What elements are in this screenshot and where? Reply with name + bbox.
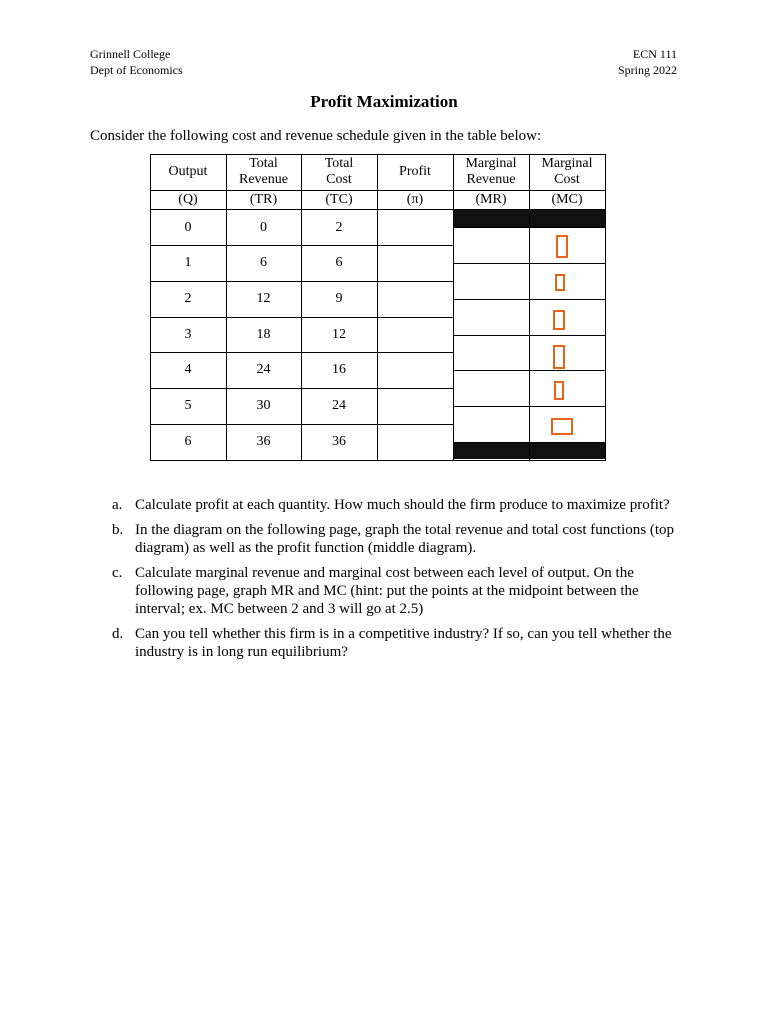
question-c: c. Calculate marginal revenue and marginal cost between each level of output. On the following page, graph MR and MC (hint: put the points at the midpoint between the interval; ex. MC between 2 and 3 will go at 2.5) xyxy=(112,565,639,617)
output-cell: 3 xyxy=(184,326,192,342)
course-code: ECN 111 xyxy=(632,47,677,61)
total-cost-cell: 16 xyxy=(332,361,346,377)
table-rule xyxy=(529,154,530,461)
total-cost-cell: 24 xyxy=(332,397,346,413)
table-rule xyxy=(301,154,302,461)
total-revenue-cell: 24 xyxy=(256,361,271,377)
profit-blank-cell[interactable] xyxy=(377,424,453,459)
header-left xyxy=(90,46,183,78)
table-rule xyxy=(226,154,227,461)
profit-blank-cell[interactable] xyxy=(377,388,453,423)
total-cost-cell: 6 xyxy=(335,254,343,270)
mc-answer-placeholder[interactable] xyxy=(555,274,565,291)
output-cell: 1 xyxy=(184,254,192,270)
profit-blank-cell[interactable] xyxy=(377,317,453,352)
mc-answer-placeholder[interactable] xyxy=(553,310,565,330)
output-cell: 2 xyxy=(184,290,192,306)
table-rule xyxy=(605,154,606,461)
symbol-q: (Q) xyxy=(178,192,198,207)
profit-blank-cell[interactable] xyxy=(377,245,453,280)
institution-name: Grinnell College xyxy=(90,47,171,61)
total-revenue-cell: 18 xyxy=(256,326,271,342)
output-cell: 5 xyxy=(184,397,192,413)
mc-answer-placeholder[interactable] xyxy=(556,235,568,258)
mc-answer-placeholder[interactable] xyxy=(551,418,573,435)
col-header-profit: Profit xyxy=(399,164,431,179)
mc-answer-placeholder[interactable] xyxy=(553,345,565,369)
output-cell: 6 xyxy=(184,433,192,449)
col-header-marginal-revenue: Marginal Revenue xyxy=(465,156,517,187)
table-rule xyxy=(150,154,151,461)
symbol-mr: (MR) xyxy=(475,192,507,207)
table-rule xyxy=(453,154,454,461)
col-header-marginal-cost: Marginal Cost xyxy=(541,156,593,187)
total-revenue-cell: 12 xyxy=(256,290,271,306)
total-revenue-cell: 6 xyxy=(260,254,267,270)
profit-blank-cell[interactable] xyxy=(377,352,453,387)
question-b: b. In the diagram on the following page, graph the total revenue and total cost functions (top diagram) as well as the profit function (middle diagram). xyxy=(112,522,675,556)
profit-blank-cell[interactable] xyxy=(377,210,453,245)
total-revenue-cell: 0 xyxy=(260,219,267,235)
output-cell: 4 xyxy=(184,361,192,377)
question-a: a. Calculate profit at each quantity. How much should the firm produce to maximize profit? xyxy=(112,497,670,513)
total-cost-cell: 12 xyxy=(332,326,346,342)
profit-blank-cell[interactable] xyxy=(377,281,453,316)
symbol-profit: (π) xyxy=(406,192,424,207)
total-cost-cell: 36 xyxy=(332,433,346,449)
col-header-total-cost: Total Cost xyxy=(324,156,354,187)
term: Spring 2022 xyxy=(617,63,677,77)
col-header-total-revenue: Total Revenue xyxy=(239,156,288,187)
symbol-mc: (MC) xyxy=(551,192,583,207)
total-revenue-cell: 30 xyxy=(256,397,271,413)
total-cost-cell: 2 xyxy=(335,219,343,235)
table-rule xyxy=(377,154,378,461)
mc-answer-placeholder[interactable] xyxy=(554,381,564,400)
symbol-tr: (TR) xyxy=(249,192,278,207)
total-revenue-cell: 36 xyxy=(256,433,271,449)
question-d: d. Can you tell whether this firm is in a competitive industry? If so, can you tell whether the industry is in long run equilibrium? xyxy=(112,626,672,660)
schedule-table xyxy=(150,154,605,461)
intro-text: Consider the following cost and revenue schedule given in the table below: xyxy=(90,128,542,144)
total-cost-cell: 9 xyxy=(335,290,343,306)
department-name: Dept of Economics xyxy=(90,63,183,77)
question-list xyxy=(112,496,682,668)
col-header-output: Output xyxy=(168,164,208,179)
output-cell: 0 xyxy=(184,219,192,235)
header-right xyxy=(618,46,677,78)
symbol-tc: (TC) xyxy=(325,192,353,207)
page-title: Profit Maximization xyxy=(310,92,458,111)
